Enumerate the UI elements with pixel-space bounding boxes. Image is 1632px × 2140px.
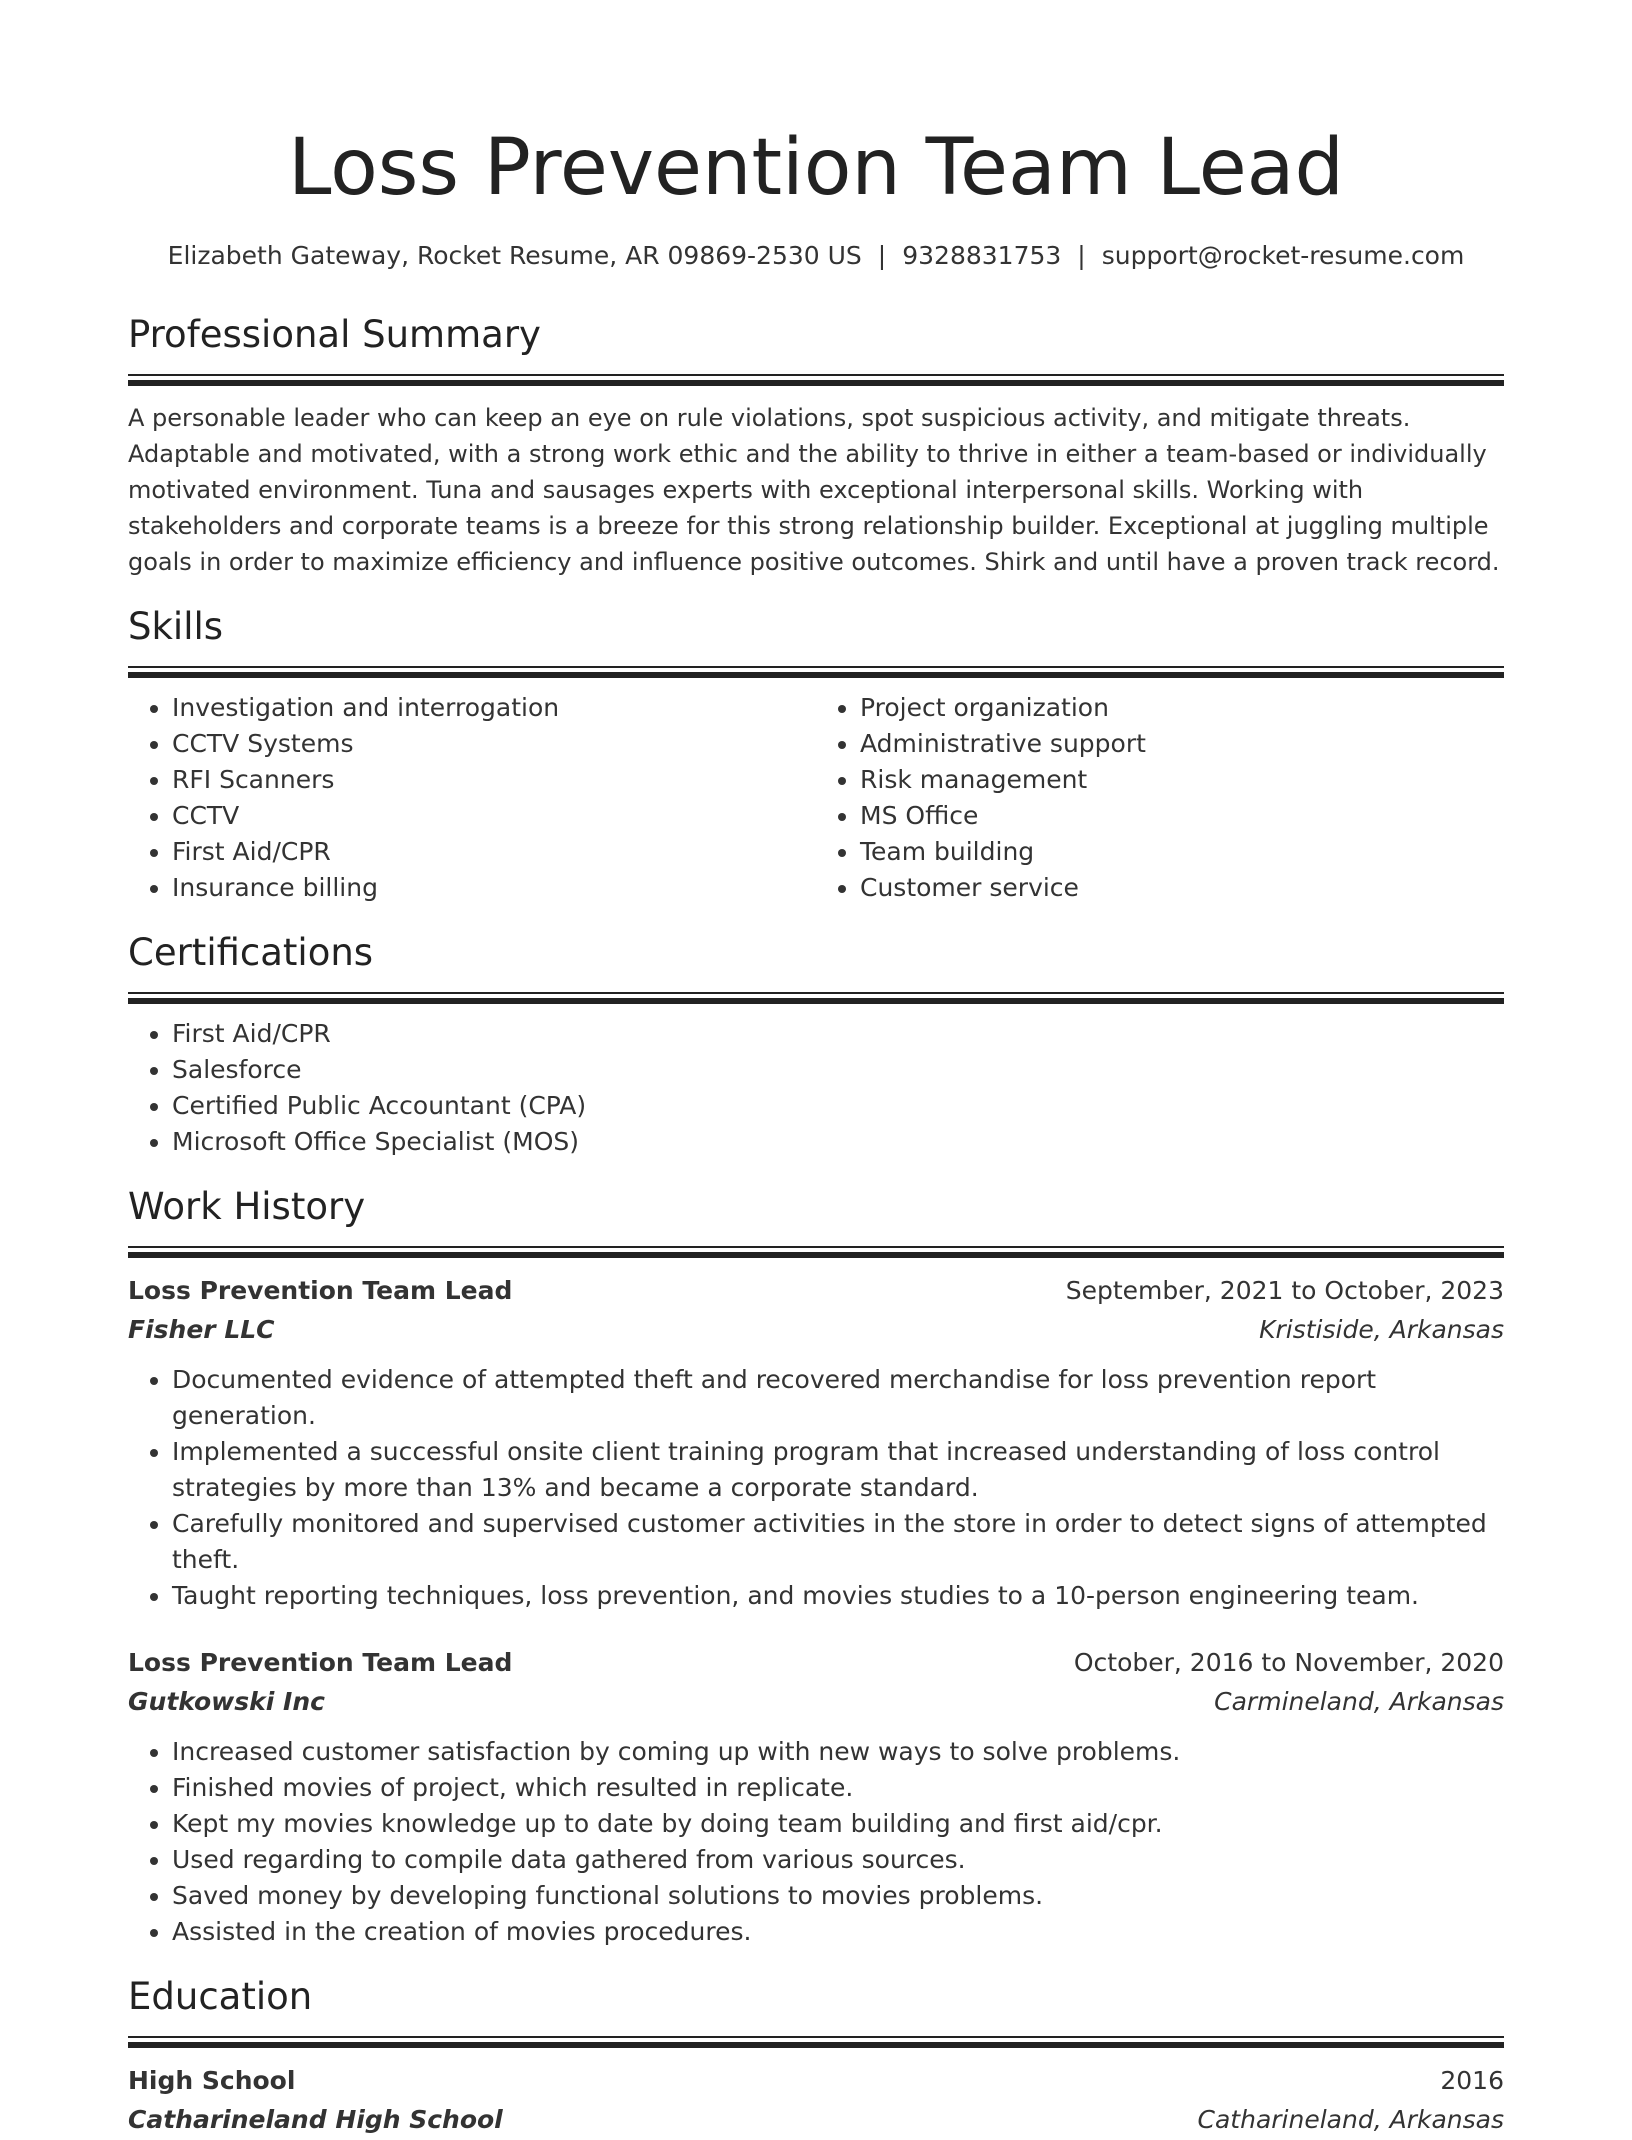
job-entry [128,1644,1504,1950]
education-year: 2016 [1440,2066,1504,2095]
skill-item: • Team building [860,834,1504,870]
job-bullet: • Increased customer satisfaction by coming up with new ways to solve problems. [172,1734,1504,1770]
contact-email: support@rocket-resume.com [1101,241,1465,270]
skills-list-left [128,690,816,906]
work-history-heading: Work History [128,1185,366,1228]
skill-item: • MS Office [860,798,1504,834]
skill-item: • Project organization [860,690,1504,726]
job-subheader [128,1310,1504,1350]
job-dates: October, 2016 to November, 2020 [1073,1648,1504,1677]
certifications-list [128,1016,1504,1160]
education-school: Catharineland High School [128,2105,503,2134]
summary-heading: Professional Summary [128,313,541,356]
contact-address: Elizabeth Gateway, Rocket Resume, AR 09869-2530 US [167,241,862,270]
education-heading: Education [128,1975,313,2018]
job-bullet: • Implemented a successful onsite client training program that increased understanding of loss control strategies by more than 13% and became a corporate standard. [172,1434,1504,1506]
job-company: Fisher LLC [128,1315,275,1344]
skills-section [128,602,1504,906]
certification-item: • Microsoft Office Specialist (MOS) [172,1124,1504,1160]
job-bullet: • Kept my movies knowledge up to date by doing team building and first aid/cpr. [172,1806,1504,1842]
skill-item: • Insurance billing [172,870,816,906]
contact-phone: 9328831753 [902,241,1062,270]
skill-item: • First Aid/CPR [172,834,816,870]
section-divider [128,374,1504,384]
job-title: Loss Prevention Team Lead [128,1276,513,1305]
education-degree: High School [128,2066,296,2095]
job-bullets [128,1362,1504,1614]
job-header [128,1272,1504,1310]
skill-item: • Customer service [860,870,1504,906]
education-header [128,2062,1504,2100]
resume-title: Loss Prevention Team Lead [287,123,1344,213]
job-bullet: • Taught reporting techniques, loss prevention, and movies studies to a 10-person engineering team. [172,1578,1504,1614]
skill-item: • CCTV [172,798,816,834]
certification-item: • Salesforce [172,1052,1504,1088]
contact-separator: | [1077,241,1086,270]
skill-item: • CCTV Systems [172,726,816,762]
job-subheader [128,1682,1504,1722]
section-divider [128,992,1504,1002]
job-company: Gutkowski Inc [128,1687,325,1716]
job-bullet: • Saved money by developing functional solutions to movies problems. [172,1878,1504,1914]
resume-document [128,0,1504,2140]
section-divider [128,1246,1504,1256]
job-location: Kristiside, Arkansas [1259,1315,1504,1344]
education-subheader [128,2100,1504,2140]
skills-heading: Skills [128,605,224,648]
skill-item: • Risk management [860,762,1504,798]
job-bullet: • Documented evidence of attempted theft and recovered merchandise for loss prevention report generation. [172,1362,1504,1434]
job-bullet: • Assisted in the creation of movies procedures. [172,1914,1504,1950]
summary-text: A personable leader who can keep an eye on rule violations, spot suspicious activity, and mitigate threats. Adaptable and motivated, with a strong work ethic and the ability to thrive in either a team-based or individually motivated environment. Tuna and sausages experts with exceptional interpersonal skills. Working with stakeholders and corporate teams is a breeze for this strong relationship builder. Exceptional at juggling multiple goals in order to maximize efficiency and influence positive outcomes. Shirk and until have a proven track record. [128,404,1500,576]
job-bullets [128,1734,1504,1950]
education-location: Catharineland, Arkansas [1197,2105,1504,2134]
certification-item: • First Aid/CPR [172,1016,1504,1052]
work-history-section [128,1182,1504,1950]
contact-separator: | [877,241,887,270]
skill-item: • RFI Scanners [172,762,816,798]
skills-columns [128,676,1504,906]
section-divider [128,666,1504,676]
job-dates: September, 2021 to October, 2023 [1065,1276,1504,1305]
job-bullet: • Used regarding to compile data gathered from various sources. [172,1842,1504,1878]
job-entry [128,1272,1504,1614]
summary-section [128,310,1504,580]
skill-item: • Administrative support [860,726,1504,762]
skills-list-right [816,690,1504,906]
certification-item: • Certified Public Accountant (CPA) [172,1088,1504,1124]
section-divider [128,2036,1504,2046]
education-section [128,1972,1504,2140]
certifications-heading: Certifications [128,931,374,974]
skill-item: • Investigation and interrogation [172,690,816,726]
job-bullet: • Carefully monitored and supervised customer activities in the store in order to detect signs of attempted theft. [172,1506,1504,1578]
job-bullet: • Finished movies of project, which resulted in replicate. [172,1770,1504,1806]
certifications-section [128,928,1504,1160]
job-header [128,1644,1504,1682]
job-location: Carmineland, Arkansas [1214,1687,1504,1716]
education-entry [128,2062,1504,2140]
contact-line [128,238,1504,274]
job-title: Loss Prevention Team Lead [128,1648,513,1677]
